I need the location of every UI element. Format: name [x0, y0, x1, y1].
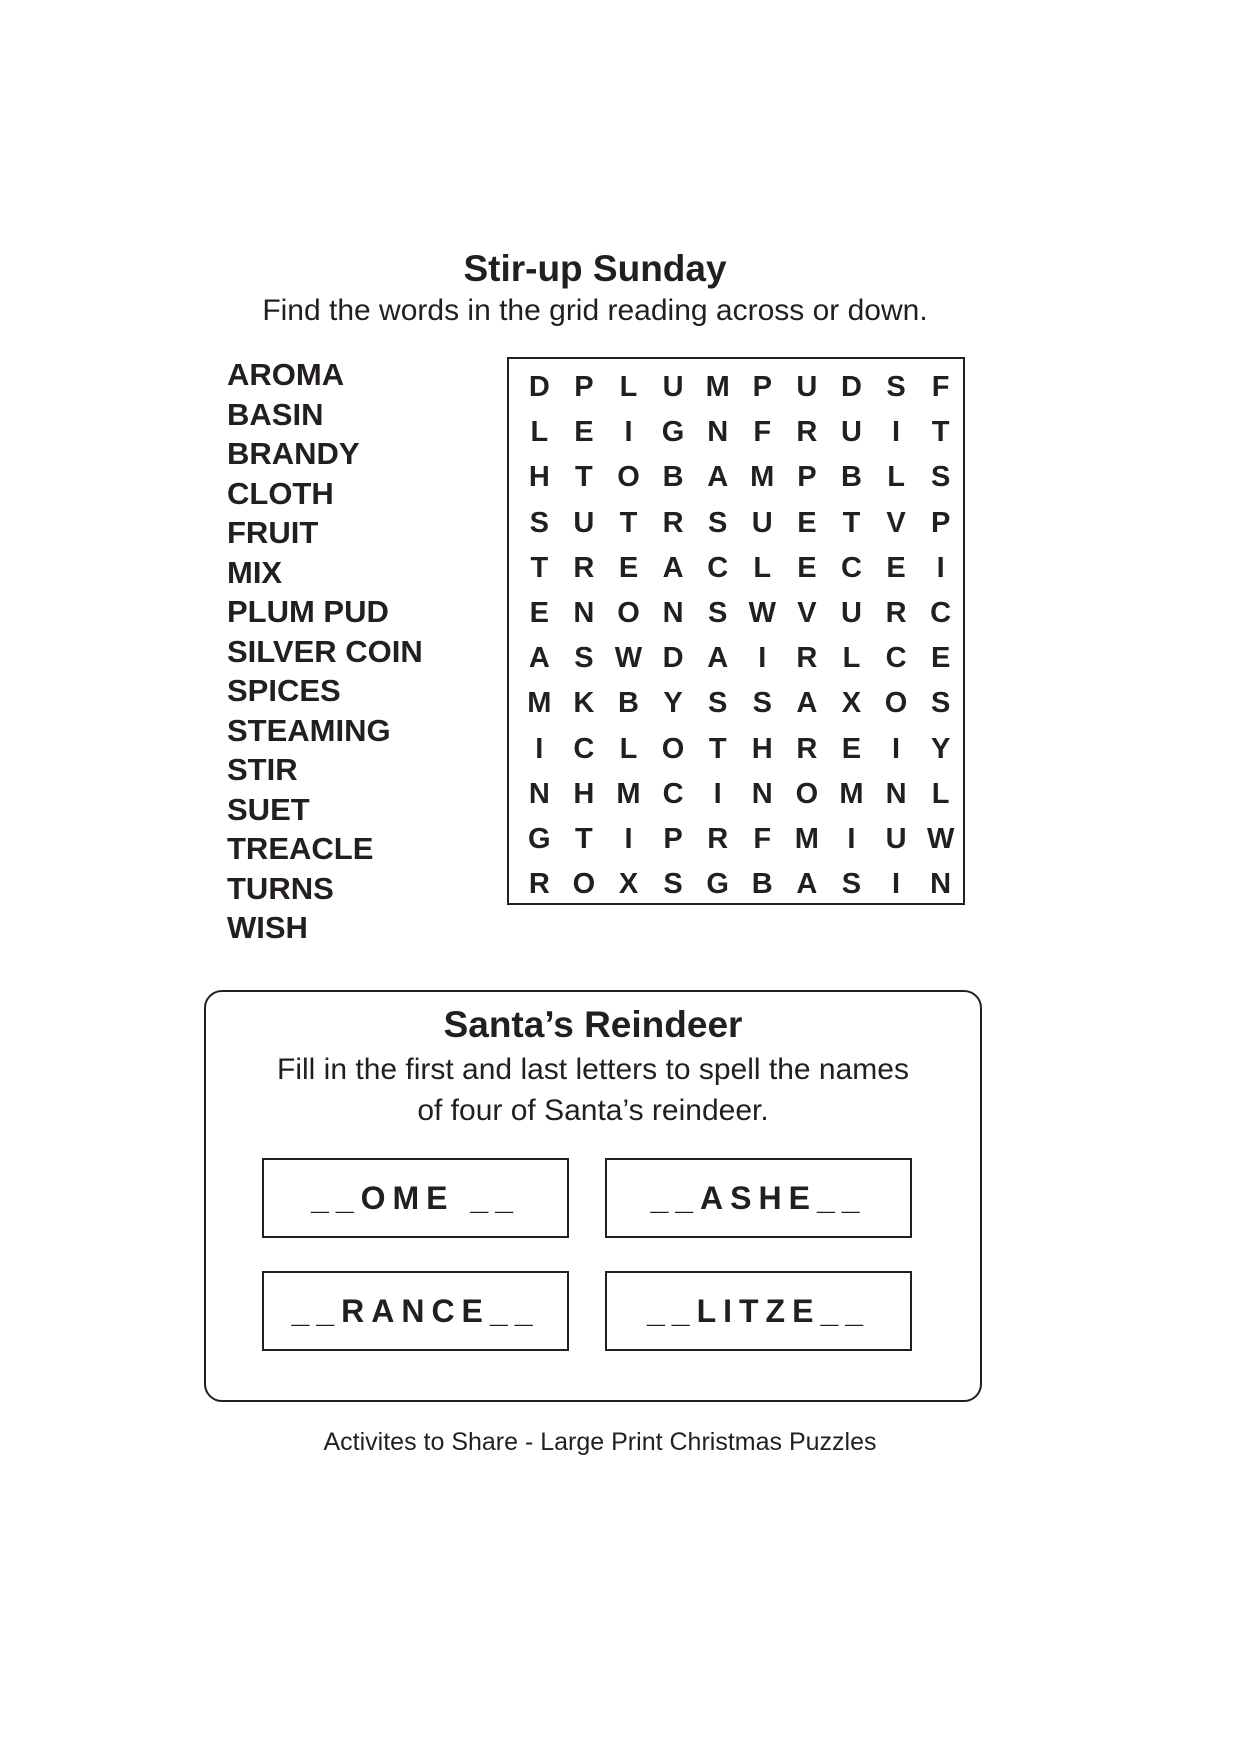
word-list-item: TREACLE	[227, 831, 374, 866]
grid-cell: E	[841, 732, 862, 765]
grid-row	[509, 591, 963, 636]
grid-cell: V	[797, 596, 817, 629]
grid-cell: P	[752, 371, 772, 403]
grid-cell: O	[661, 732, 685, 765]
grid-cell: M	[527, 687, 552, 720]
grid-cell: I	[892, 732, 901, 765]
grid-cell: R	[796, 416, 818, 449]
grid-cell: E	[930, 642, 951, 675]
grid-cell: R	[885, 596, 907, 629]
grid-cell: X	[841, 687, 862, 720]
grid-cell: S	[841, 868, 862, 901]
grid-row	[509, 681, 963, 726]
grid-cell: P	[797, 461, 817, 494]
word-list-item: STIR	[227, 752, 298, 787]
grid-cell: P	[663, 822, 683, 855]
grid-cell: S	[708, 506, 728, 539]
grid-cell: C	[707, 551, 729, 584]
grid-cell: C	[662, 777, 684, 810]
grid-cell: R	[707, 822, 729, 855]
word-list-item: SUET	[227, 791, 310, 827]
grid-cell: S	[708, 687, 728, 720]
grid-cell: L	[619, 732, 638, 765]
grid-cell: T	[708, 732, 727, 765]
word-list-item: SPICES	[227, 673, 341, 708]
grid-cell: U	[662, 371, 684, 403]
grid-cell: O	[795, 777, 819, 810]
grid-row	[509, 546, 963, 591]
word-list-item: CLOTH	[227, 475, 334, 511]
grid-cell: E	[886, 551, 906, 584]
reindeer-clue-box[interactable]: __ASHE__	[605, 1158, 912, 1238]
reindeer-clue-box[interactable]: __OME __	[262, 1158, 569, 1238]
grid-cell: U	[840, 416, 862, 449]
grid-cell: L	[619, 371, 638, 403]
grid-cell: E	[529, 596, 549, 629]
grid-cell: T	[619, 506, 638, 539]
grid-cell: O	[884, 687, 908, 720]
grid-cell: O	[617, 461, 640, 494]
grid-cell: T	[575, 822, 593, 855]
grid-cell: E	[797, 506, 817, 539]
word-list-item: BRANDY	[227, 436, 360, 471]
grid-cell: R	[662, 506, 684, 539]
grid-cell: I	[892, 868, 901, 901]
word-list-item: WISH	[227, 910, 308, 945]
grid-cell: F	[931, 371, 950, 403]
grid-cell: I	[847, 822, 856, 855]
word-list-item: TURNS	[227, 870, 334, 906]
word-list	[227, 355, 423, 948]
grid-cell: T	[575, 461, 593, 494]
grid-cell: B	[618, 687, 639, 720]
grid-row	[509, 501, 963, 546]
grid-cell: A	[796, 868, 818, 901]
grid-row	[509, 817, 963, 862]
reindeer-puzzle-instructions	[206, 1049, 980, 1131]
grid-cell: H	[751, 732, 773, 765]
grid-cell: S	[886, 371, 906, 403]
grid-cell: R	[796, 642, 818, 675]
grid-row	[509, 455, 963, 500]
grid-cell: S	[663, 868, 683, 901]
reindeer-puzzle-panel	[204, 990, 982, 1402]
grid-cell: U	[751, 506, 773, 539]
word-search-grid	[507, 357, 965, 905]
grid-cell: M	[794, 822, 819, 855]
grid-cell: D	[662, 642, 684, 675]
grid-cell: E	[574, 416, 594, 449]
instructions-line-2: of four of Santa’s reindeer.	[417, 1094, 769, 1127]
grid-cell: W	[748, 596, 776, 629]
grid-cell: E	[618, 551, 639, 584]
grid-cell: N	[885, 777, 907, 810]
grid-row	[509, 727, 963, 772]
grid-cell: B	[840, 461, 862, 494]
grid-cell: N	[573, 596, 595, 629]
grid-cell: R	[573, 551, 595, 584]
instructions-line-1: Fill in the first and last letters to spell the names	[277, 1053, 909, 1086]
word-list-item: FRUIT	[227, 515, 319, 550]
grid-cell: M	[839, 777, 864, 810]
grid-cell: P	[930, 506, 951, 539]
grid-cell: N	[751, 777, 773, 810]
grid-cell: M	[616, 777, 641, 810]
grid-row	[509, 365, 963, 410]
grid-cell: U	[840, 596, 862, 629]
grid-cell: C	[840, 551, 862, 584]
puzzle-title: Stir-up Sunday	[463, 248, 727, 289]
grid-cell: W	[926, 822, 955, 855]
grid-cell: B	[662, 461, 684, 494]
grid-cell: I	[624, 416, 633, 449]
grid-cell: N	[662, 596, 684, 629]
word-list-item: BASIN	[227, 396, 324, 432]
grid-row	[509, 410, 963, 455]
word-list-item: PLUM PUD	[227, 594, 389, 629]
grid-cell: B	[751, 868, 773, 901]
grid-cell: G	[706, 868, 729, 901]
grid-cell: T	[931, 416, 950, 449]
word-list-item: SILVER COIN	[227, 633, 423, 669]
grid-cell: N	[930, 868, 952, 901]
grid-row	[509, 636, 963, 681]
grid-cell: G	[528, 822, 551, 855]
grid-cell: K	[573, 687, 595, 720]
grid-cell: M	[750, 461, 775, 494]
grid-cell: U	[573, 506, 595, 539]
grid-cell: I	[892, 416, 901, 449]
grid-cell: S	[574, 642, 594, 675]
grid-cell: I	[758, 642, 767, 675]
grid-cell: F	[753, 416, 772, 449]
grid-cell: A	[796, 687, 818, 720]
grid-cell: D	[840, 371, 862, 403]
reindeer-clue-box[interactable]: __RANCE__	[262, 1271, 569, 1351]
grid-cell: U	[885, 822, 907, 855]
grid-cell: W	[614, 642, 643, 675]
grid-cell: Y	[663, 687, 683, 720]
reindeer-clue-box[interactable]: __LITZE__	[605, 1271, 912, 1351]
grid-cell: C	[930, 596, 952, 629]
grid-cell: A	[528, 642, 550, 675]
grid-cell: Y	[930, 732, 951, 765]
grid-cell: E	[797, 551, 817, 584]
grid-cell: H	[573, 777, 595, 810]
reindeer-puzzle-title: Santa’s Reindeer	[443, 1004, 743, 1045]
grid-cell: T	[842, 506, 861, 539]
grid-cell: S	[930, 687, 951, 720]
grid-cell: L	[931, 777, 950, 810]
grid-cell: R	[796, 732, 818, 765]
word-list-item: AROMA	[227, 357, 345, 392]
word-list-item: STEAMING	[227, 712, 391, 748]
grid-row	[509, 862, 963, 907]
grid-cell: C	[573, 732, 595, 765]
grid-cell: F	[753, 822, 772, 855]
grid-cell: S	[930, 461, 951, 494]
grid-cell: H	[528, 461, 550, 494]
grid-cell: S	[752, 687, 772, 720]
grid-cell: C	[885, 642, 907, 675]
grid-cell: R	[528, 868, 550, 901]
grid-cell: L	[842, 642, 861, 675]
grid-cell: L	[887, 461, 905, 494]
grid-cell: A	[707, 461, 729, 494]
grid-cell: G	[661, 416, 685, 449]
grid-cell: N	[707, 416, 729, 449]
grid-cell: U	[796, 371, 818, 403]
grid-cell: A	[707, 642, 729, 675]
grid-cell: V	[886, 506, 906, 539]
grid-cell: A	[662, 551, 684, 584]
grid-cell: S	[708, 596, 728, 629]
grid-cell: I	[535, 732, 544, 765]
grid-cell: L	[753, 551, 772, 584]
grid-cell: P	[574, 371, 594, 403]
page-footer: Activites to Share - Large Print Christmas Puzzles	[323, 1428, 877, 1456]
grid-cell: M	[705, 371, 730, 403]
grid-cell: O	[572, 868, 596, 901]
grid-cell: S	[529, 506, 549, 539]
word-list-item: MIX	[227, 554, 283, 590]
grid-cell: L	[530, 416, 549, 449]
grid-row	[509, 772, 963, 817]
grid-cell: N	[528, 777, 550, 810]
grid-cell: T	[530, 551, 549, 584]
grid-cell: D	[528, 371, 550, 403]
puzzle-instructions: Find the words in the grid reading across or down.	[262, 294, 928, 327]
grid-cell: X	[618, 868, 639, 901]
grid-cell: I	[713, 777, 722, 810]
grid-cell: O	[617, 596, 640, 629]
grid-cell: I	[936, 551, 945, 584]
grid-cell: I	[624, 822, 633, 855]
